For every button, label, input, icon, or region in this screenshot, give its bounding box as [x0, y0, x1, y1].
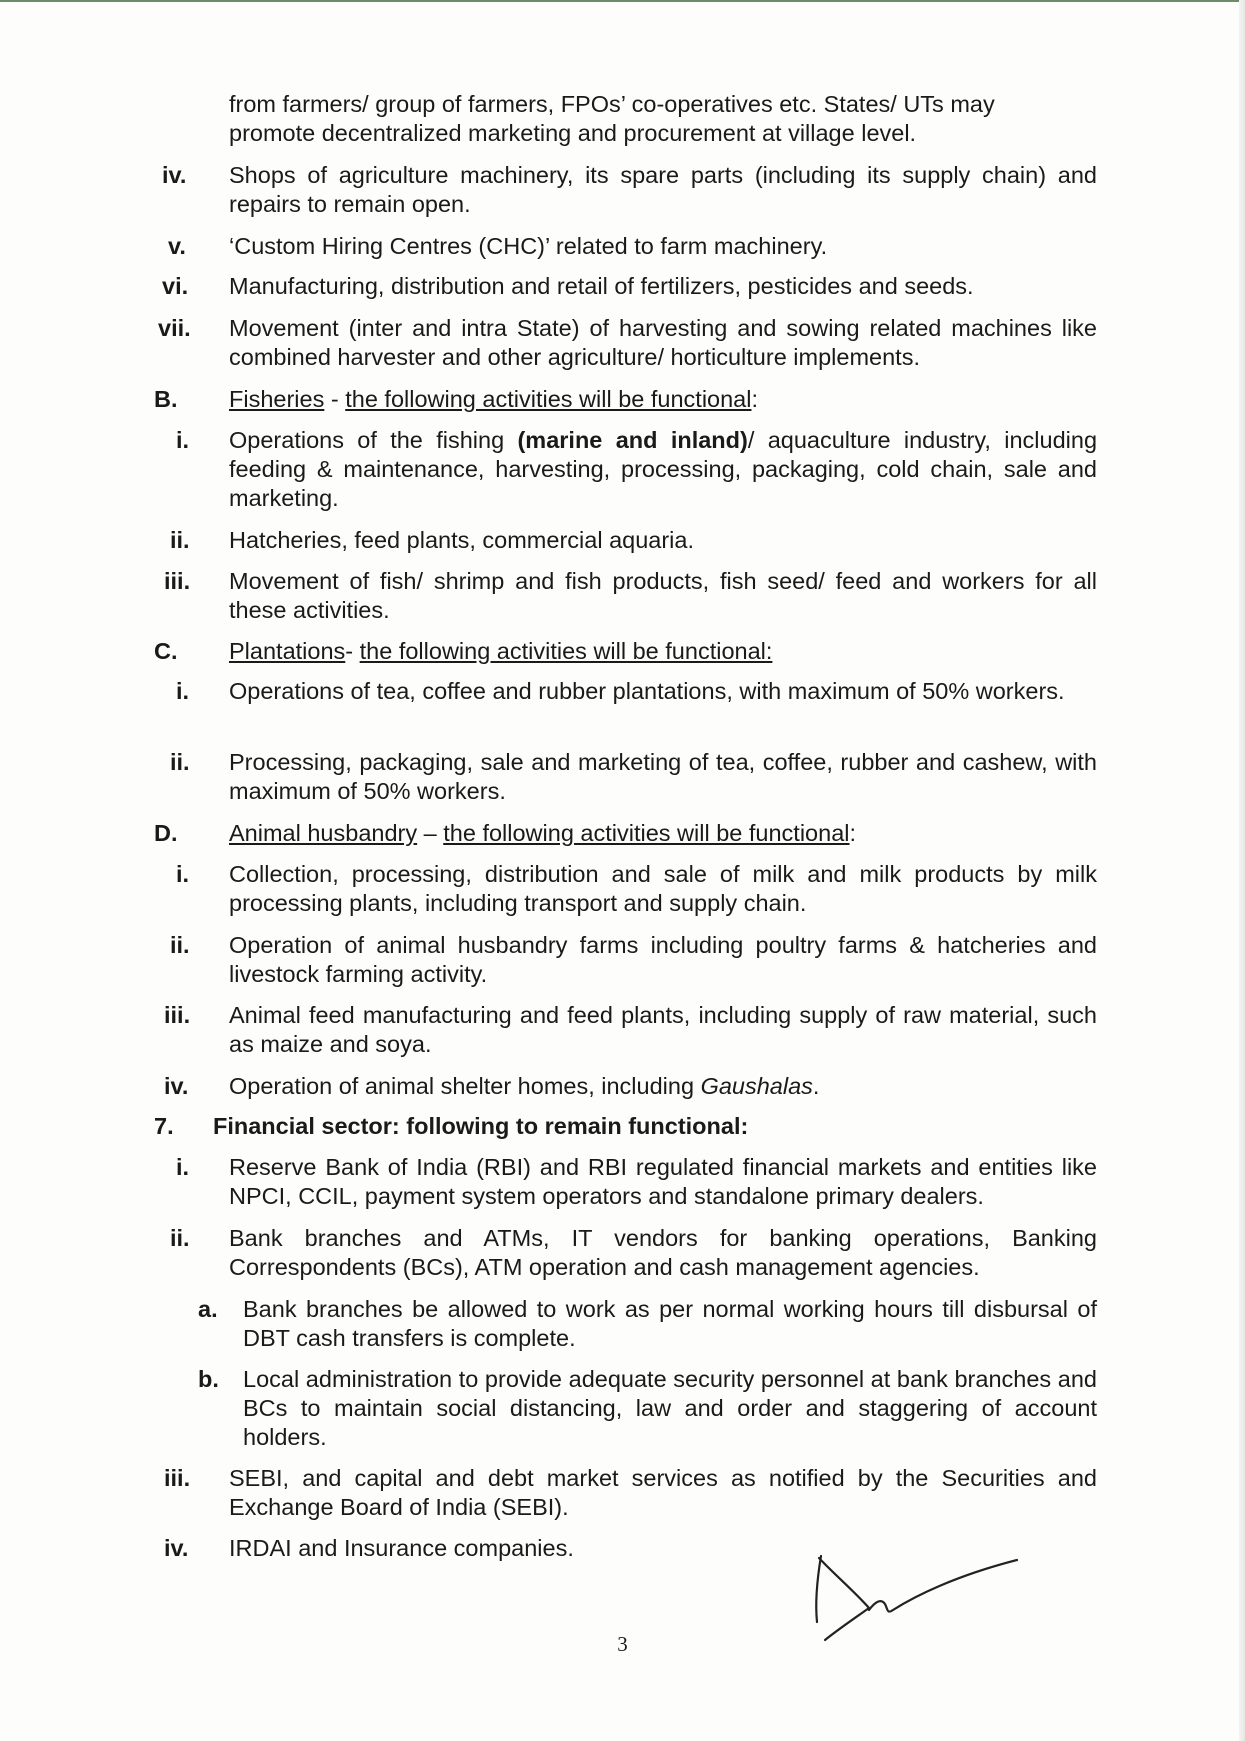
section-title: Financial sector: following to remain functional:	[213, 1113, 749, 1139]
item-text: Bank branches be allowed to work as per normal working hours till disbursal of DBT cash transfers is complete.	[243, 1296, 1097, 1351]
item-text: Animal feed manufacturing and feed plants, including supply of raw material, such as maize and soya.	[229, 1002, 1097, 1057]
item-text: Movement (inter and intra State) of harvesting and sowing related machines like combined harvester and other agriculture/ horticulture implements.	[229, 315, 1097, 370]
item-text: SEBI, and capital and debt market services as notified by the Securities and Exchange Board of India (SEBI).	[229, 1465, 1097, 1520]
item-text: IRDAI and Insurance companies.	[229, 1535, 574, 1561]
intro-paragraph	[229, 90, 1097, 148]
item-text: Manufacturing, distribution and retail of fertilizers, pesticides and seeds.	[229, 273, 974, 299]
section-label: B.	[154, 386, 178, 412]
item-text: Reserve Bank of India (RBI) and RBI regulated financial markets and entities like NPCI, CCIL, payment system operators and standalone primary dealers.	[229, 1154, 1097, 1209]
item-label: b.	[198, 1366, 219, 1392]
item-text: Operation of animal shelter homes, including Gaushalas.	[229, 1073, 820, 1099]
item-label: iii.	[164, 568, 191, 594]
section-label: 7.	[154, 1113, 174, 1139]
item-label: iv.	[164, 1073, 189, 1099]
item-label: vi.	[162, 273, 189, 299]
item-label: iv.	[164, 1535, 189, 1561]
item-text: Processing, packaging, sale and marketing of tea, coffee, rubber and cashew, with maximum of 50% workers.	[229, 749, 1097, 804]
intro-line-2: promote decentralized marketing and procurement at village level.	[229, 120, 917, 146]
item-label: ii.	[170, 932, 190, 958]
scan-top-edge	[0, 0, 1245, 2]
item-text: Operations of the fishing (marine and inland)/ aquaculture industry, including feeding & maintenance, harvesting, processing, packaging, cold chain, sale and marketing.	[229, 427, 1098, 511]
item-label: i.	[176, 861, 190, 887]
section-title: Fisheries	[229, 386, 325, 412]
item-text: ‘Custom Hiring Centres (CHC)’ related to farm machinery.	[229, 233, 828, 259]
item-label: v.	[168, 233, 186, 259]
item-label: ii.	[170, 749, 190, 775]
section-title: Animal husbandry	[229, 820, 418, 846]
item-label: iii.	[164, 1002, 191, 1028]
item-text: Collection, processing, distribution and sale of milk and milk products by milk processing plants, including transport and supply chain.	[229, 861, 1097, 916]
section-subtitle: the following activities will be functional:	[359, 638, 773, 664]
item-label: i.	[176, 1154, 190, 1180]
section-label: C.	[154, 638, 178, 664]
intro-line-1: from farmers/ group of farmers, FPOs’ co-operatives etc. States/ UTs may	[229, 91, 995, 117]
item-label: i.	[176, 678, 190, 704]
item-label: iii.	[164, 1465, 191, 1491]
item-label: i.	[176, 427, 190, 453]
item-text: Local administration to provide adequate security personnel at bank branches and BCs to maintain social distancing, law and order and staggering of account holders.	[243, 1366, 1097, 1450]
item-label: ii.	[170, 1225, 190, 1251]
item-label: ii.	[170, 527, 190, 553]
item-text: Movement of fish/ shrimp and fish products, fish seed/ feed and workers for all these activities.	[229, 568, 1097, 623]
item-text: Operations of tea, coffee and rubber plantations, with maximum of 50% workers.	[229, 678, 1065, 704]
section-title: Plantations	[229, 638, 346, 664]
scan-right-edge	[1239, 0, 1245, 1741]
item-label: vii.	[158, 315, 191, 341]
item-label: iv.	[162, 162, 187, 188]
item-text: Shops of agriculture machinery, its spare parts (including its supply chain) and repairs to remain open.	[229, 162, 1097, 217]
item-text: Bank branches and ATMs, IT vendors for banking operations, Banking Correspondents (BCs), ATM operation and cash management agencies.	[229, 1225, 1097, 1280]
item-text: Hatcheries, feed plants, commercial aquaria.	[229, 527, 694, 553]
item-text: Operation of animal husbandry farms including poultry farms & hatcheries and livestock farming activity.	[229, 932, 1097, 987]
section-subtitle: the following activities will be functional	[443, 820, 850, 846]
page-number: 3	[617, 1632, 628, 1656]
section-subtitle: the following activities will be functional	[345, 386, 752, 412]
section-label: D.	[154, 820, 178, 846]
item-label: a.	[198, 1296, 218, 1322]
